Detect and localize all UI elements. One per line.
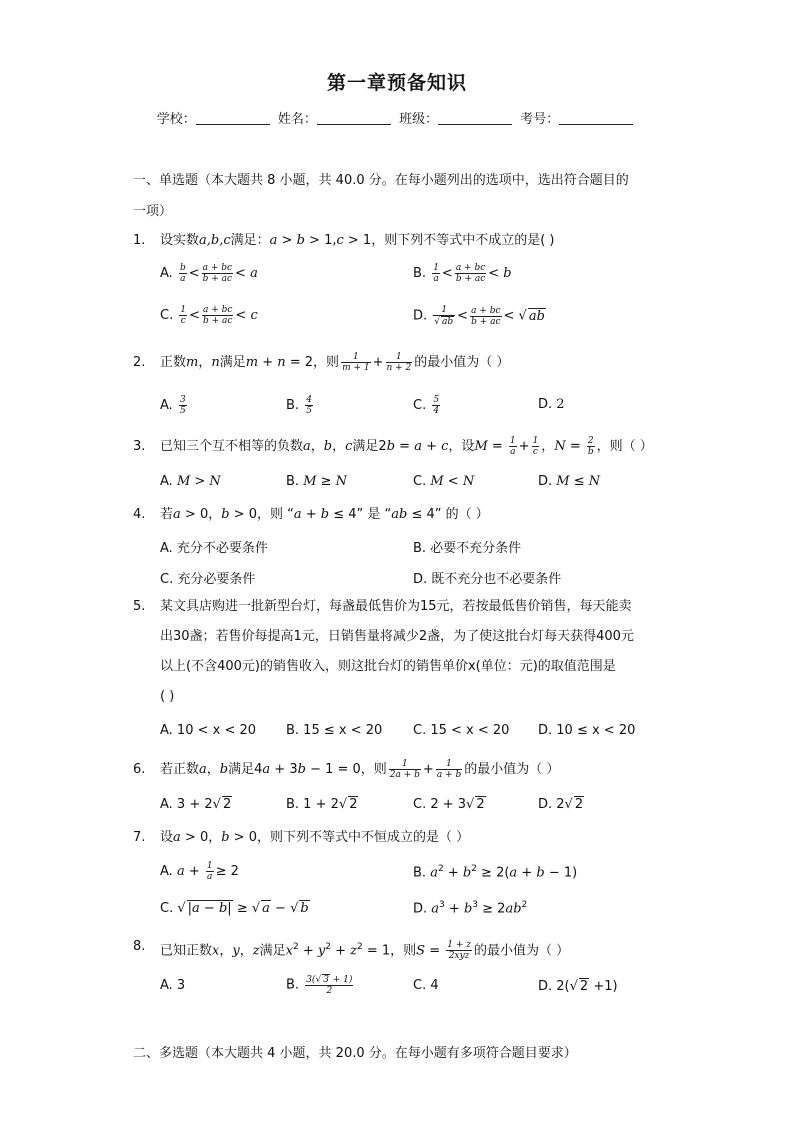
q1-option-b[interactable]: B. $\frac{1}{a}$ < $\frac{a + bc}{b + ac}$ < b — [413, 263, 512, 284]
class-blank[interactable] — [438, 110, 512, 125]
q3-option-a[interactable]: A. M > N — [160, 474, 221, 489]
question-number: 4. — [133, 507, 146, 522]
stem-line: 某文具店购进一批新型台灯，每盏最低售价为15元，若按最低售价销售，每天能卖 — [160, 599, 632, 614]
question-number: 5. — [133, 599, 146, 614]
school-blank[interactable] — [196, 110, 270, 125]
q4-option-a[interactable]: A. 充分不必要条件 — [160, 541, 268, 556]
q8-option-b[interactable]: B. $\frac{3(√ 3 + 1)}{2}$ — [286, 975, 353, 996]
question-stem: 正数m，n满足m + n = 2，则 $\frac{1}{m + 1}$ + $\frac{1}{n + 2}$ 的最小值为（ ） — [160, 352, 510, 373]
school-label: 学校： — [156, 112, 196, 127]
section-heading-line-1: 一、单选题（本大题共 8 小题，共 40.0 分。在每小题列出的选项中，选出符合题目的 — [133, 173, 629, 188]
q2-option-d[interactable]: D. 2 — [538, 397, 565, 412]
page-title: 第一章预备知识 — [326, 72, 467, 94]
stem-line: 出30盏；若售价每提高1元，日销售量将减少2盏，为了使这批台灯每天获得400元 — [160, 629, 634, 644]
q3-option-b[interactable]: B. M ≥ N — [286, 474, 348, 489]
q5-option-d[interactable]: D. 10 ≤ x < 20 — [538, 723, 636, 738]
q7-option-a[interactable]: A. a + $\frac{1}{a}$ ≥ 2 — [160, 861, 239, 882]
q5-option-b[interactable]: B. 15 ≤ x < 20 — [286, 723, 383, 738]
question-number: 8. — [133, 939, 146, 954]
question-stem — [160, 592, 668, 712]
student-info-line — [0, 108, 794, 127]
section-heading-line-2: 一项） — [133, 204, 173, 219]
question-stem: 若a > 0，b > 0，则 “a + b ≤ 4” 是 “ab ≤ 4” 的（ ） — [160, 507, 489, 522]
q2-option-b[interactable]: B. $\frac{4}{5}$ — [286, 395, 312, 416]
q2-option-c[interactable]: C. $\frac{5}{4}$ — [413, 395, 440, 416]
question-number: 7. — [133, 830, 146, 845]
number-blank[interactable] — [559, 110, 633, 125]
q2-option-a[interactable]: A. $\frac{3}{5}$ — [160, 395, 186, 416]
question-number: 1. — [133, 233, 146, 248]
q1-option-c[interactable]: C. $\frac{1}{c}$ < $\frac{a + bc}{b + ac}$ < c — [160, 305, 258, 326]
q3-option-d[interactable]: D. M ≤ N — [538, 474, 601, 489]
q6-option-d[interactable]: D. 2√ 2 — [538, 797, 584, 812]
q4-option-c[interactable]: C. 充分必要条件 — [160, 572, 256, 587]
q8-option-a[interactable]: A. 3 — [160, 978, 186, 993]
q4-option-d[interactable]: D. 既不充分也不必要条件 — [413, 572, 562, 587]
question-stem: 若正数a，b满足4a + 3b − 1 = 0，则 $\frac{1}{2a + b}$ + $\frac{1}{a + b}$ 的最小值为（ ） — [160, 759, 560, 780]
q7-option-b[interactable]: B. $a^2 + b^2 \ge 2(a + b - 1)$ — [413, 864, 578, 881]
class-label: 班级： — [399, 112, 439, 127]
question-number: 6. — [133, 762, 146, 777]
question-stem: 设a > 0，b > 0，则下列不等式中不恒成立的是（ ） — [160, 830, 470, 845]
q8-option-c[interactable]: C. 4 — [413, 978, 439, 993]
q3-option-c[interactable]: C. M < N — [413, 474, 475, 489]
number-label: 考号： — [520, 112, 560, 127]
q7-option-c[interactable]: C. √ |a − b| ≥ √ a − √ b — [160, 901, 309, 916]
q8-option-d[interactable]: D. 2(√ 2 +1) — [538, 979, 618, 994]
name-label: 姓名： — [277, 112, 317, 127]
q6-option-b[interactable]: B. 1 + 2√ 2 — [286, 797, 358, 812]
q7-option-d[interactable]: D. $a^3 + b^3 \ge 2ab^2$ — [413, 900, 528, 917]
q5-option-a[interactable]: A. 10 < x < 20 — [160, 723, 257, 738]
question-stem: 设实数a,b,c满足：a > b > 1,c > 1，则下列不等式中不成立的是( ) — [160, 233, 555, 248]
q5-option-c[interactable]: C. 15 < x < 20 — [413, 723, 510, 738]
question-number: 2. — [133, 355, 146, 370]
stem-line: 以上(不含400元)的销售收入，则这批台灯的销售单价x(单位：元)的取值范围是 — [160, 659, 616, 674]
q6-option-c[interactable]: C. 2 + 3√ 2 — [413, 797, 485, 812]
section-single-choice-heading — [133, 165, 663, 227]
question-stem: 已知三个互不相等的负数a，b，c满足2b = a + c，设M = $\frac{1}{a}$ + $\frac{1}{c}$ ，N = $\frac{2}{b}$ ，则（ ） — [160, 436, 653, 457]
question-number: 3. — [133, 439, 146, 454]
stem-line: ( ) — [160, 689, 175, 704]
q4-option-b[interactable]: B. 必要不充分条件 — [413, 541, 522, 556]
section-multi-choice-heading: 二、多选题（本大题共 4 小题，共 20.0 分。在每小题有多项符合题目要求） — [133, 1046, 577, 1061]
q6-option-a[interactable]: A. 3 + 2√ 2 — [160, 797, 232, 812]
q1-option-d[interactable]: D. $\frac{1}{√ ab}$ < $\frac{a + bc}{b + ac}$ < √ ab — [413, 305, 545, 327]
question-stem: 已知正数x，y，z满足$x^2 + y^2 + z^2 = 1$，则S = $\frac{1 + z}{\text{2xyz}}$ 的最小值为（ ） — [160, 940, 570, 962]
q1-option-a[interactable]: A. $\frac{b}{a}$ < $\frac{a + bc}{b + ac}$ < a — [160, 263, 258, 284]
name-blank[interactable] — [317, 110, 391, 125]
